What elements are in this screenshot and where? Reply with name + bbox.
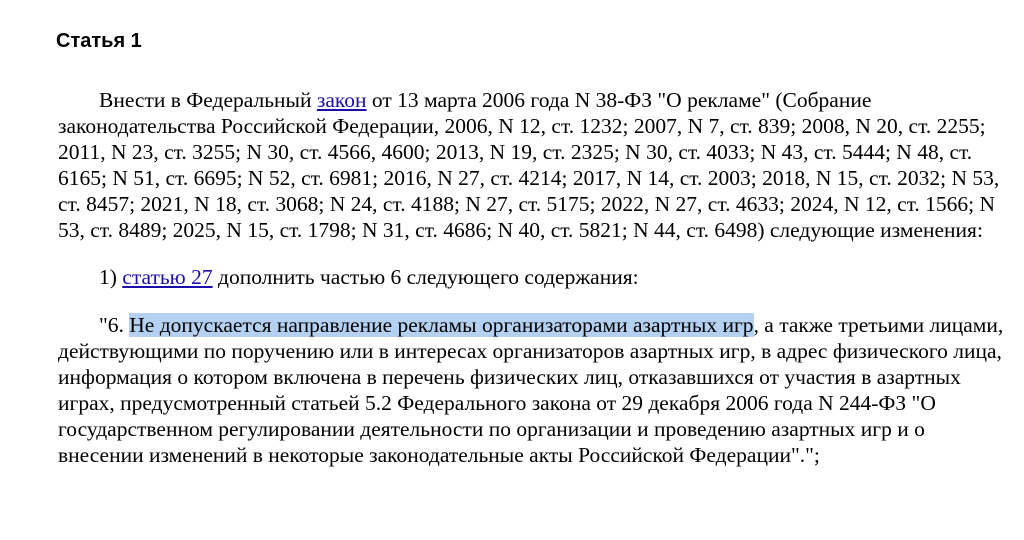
quoted-part-6-paragraph xyxy=(58,312,1008,468)
law-link[interactable]: закон xyxy=(316,88,367,112)
article-heading: Статья 1 xyxy=(56,30,142,52)
item-1-paragraph xyxy=(58,264,1008,290)
item-1-text: дополнить частью 6 следующего содержания: xyxy=(212,265,639,289)
quote-rest-text: , а также третьими лицами, действующими по поручению или в интересах организаторов азартных игр, в адрес физического лица, информация о котором включена в перечень физических лиц, отказавшихся от участия в азартных играх, предусмотренный статьей 5.2 Федерального закона от 29 декабря 2006 года N 244-ФЗ "О государственном регулировании деятельности по организации и проведению азартных игр и о внесении изменений в некоторые законодательные акты Российской Федерации"."; xyxy=(58,313,1004,467)
intro-paragraph xyxy=(58,87,1008,243)
selected-text-highlight[interactable]: Не допускается направление рекламы организаторами азартных игр xyxy=(129,313,754,337)
article-27-link[interactable]: статью 27 xyxy=(122,265,213,289)
quote-prefix: "6. xyxy=(99,313,130,337)
intro-text-after-link: от 13 марта 2006 года N 38-ФЗ "О рекламе" (Собрание законодательства Российской Федерации, 2006, N 12, ст. 1232; 2007, N 7, ст. 839; 2008, N 20, ст. 2255; 2011, N 23, ст. 3255; N 30, ст. 4566, 4600; 2013, N 19, ст. 2325; N 30, ст. 4033; N 43, ст. 5444; N 48, ст. 6165; N 51, ст. 6695; N 52, ст. 6981; 2016, N 27, ст. 4214; 2017, N 14, ст. 2003; 2018, N 15, ст. 2032; N 53, ст. 8457; 2021, N 18, ст. 3068; N 24, ст. 4188; N 27, ст. 5175; 2022, N 27, ст. 4633; 2024, N 12, ст. 1566; N 53, ст. 8489; 2025, N 15, ст. 1798; N 31, ст. 4686; N 40, ст. 5821; N 44, ст. 6498) следующие изменения: xyxy=(58,88,1000,242)
article-body xyxy=(58,87,1008,468)
item-1-number: 1) xyxy=(99,265,123,289)
intro-text-before-link: Внести в Федеральный xyxy=(99,88,317,112)
